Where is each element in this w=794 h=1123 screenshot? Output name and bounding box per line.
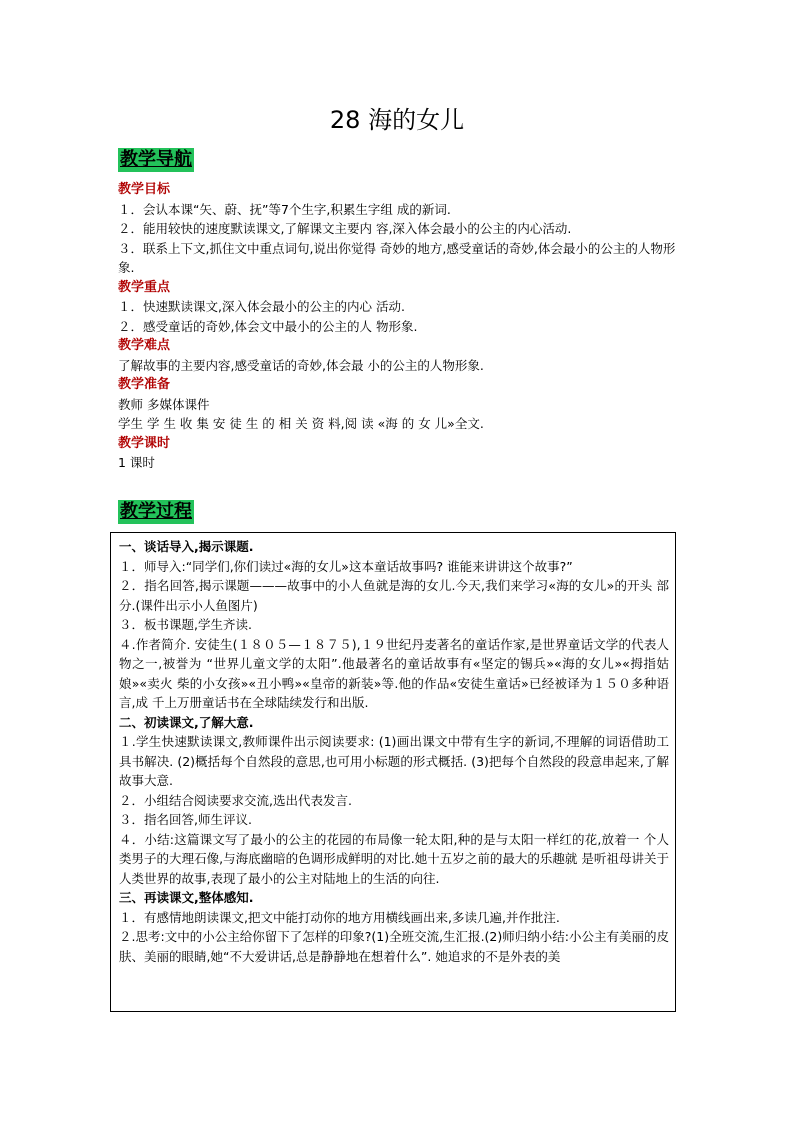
part2-item: １.学生快速默读课文,教师课件出示阅读要求: (1)画出课文中带有生字的新词,不理解的词语借助工具书解决. (2)概括每个自然段的意思,也可用小标题的形式概括. (3)把每个自然段的段意串起来,了解故事大意. bbox=[119, 734, 669, 788]
part1-item: ４.作者简介. 安徒生(１８０５—１８７５),１９世纪丹麦著名的童话作家,是世界童话文学的代表人物之一,被誉为 “世界儿童文学的太阳”.他最著名的童话故事有«坚定的锡兵»«海的女儿»«拇指姑娘»«卖火 柴的小女孩»«丑小鸭»«皇帝的新装»等.他的作品«安徒生童话»已经被译为１５０多种语言,成 千上万册童话书在全球陆续发行和出版. bbox=[119, 636, 669, 710]
part2-item: ２．小组结合阅读要求交流,选出代表发言. bbox=[119, 792, 352, 808]
part1-item: ３．板书课题,学生齐读. bbox=[119, 617, 252, 632]
goal-item: ３．联系上下文,抓住文中重点词句,说出你觉得 奇妙的地方,感受童话的奇妙,体会最小的公主的人物形象. bbox=[118, 240, 676, 275]
page-title: 28 海的女儿 bbox=[329, 106, 465, 134]
part1-item: ２．指名回答,揭示课题———故事中的小人鱼就是海的女儿.今天,我们来学习«海的女儿»的开头 部分.(课件出示小人鱼图片) bbox=[119, 578, 669, 613]
difficulty-heading: 教学难点 bbox=[118, 338, 171, 353]
part1-heading: 一、谈话导入,揭示课题. bbox=[119, 539, 254, 554]
section-heading-guide: 教学导航 bbox=[120, 149, 192, 170]
part3-heading: 三、再读课文,整体感知. bbox=[119, 890, 254, 905]
part2-item: ３．指名回答,师生评议. bbox=[119, 812, 252, 827]
goals-heading: 教学目标 bbox=[118, 182, 171, 197]
key-item: １．快速默读课文,深入体会最小的公主的内心 活动. bbox=[118, 299, 405, 314]
part3-item: ２.思考:文中的小公主给你留下了怎样的印象?(1)全班交流,生汇报.(2)师归纳小结:小公主有美丽的皮肤、美丽的眼睛,她“不大爱讲话,总是静静地在想着什么”. 她追求的不是外表的美 bbox=[119, 929, 669, 964]
part2-heading: 二、初读课文,了解大意. bbox=[119, 714, 254, 730]
difficulty-text: 了解故事的主要内容,感受童话的奇妙,体会最 小的公主的人物形象. bbox=[118, 357, 484, 373]
hours-text: 1 课时 bbox=[118, 455, 155, 470]
part3-item: １．有感情地朗读课文,把文中能打动你的地方用横线画出来,多读几遍,并作批注. bbox=[119, 909, 560, 925]
section-heading-process: 教学过程 bbox=[120, 501, 192, 522]
part1-item: １．师导入:“同学们,你们读过«海的女儿»这本童话故事吗? 谁能来讲讲这个故事?” bbox=[119, 558, 573, 574]
goal-item: ２．能用较快的速度默读课文,了解课文主要内 容,深入体会最小的公主的内心活动. bbox=[118, 221, 572, 236]
prep-heading: 教学准备 bbox=[118, 377, 171, 392]
process-box bbox=[110, 532, 676, 1012]
key-item: ２．感受童话的奇妙,体会文中最小的公主的人 物形象. bbox=[118, 318, 418, 334]
hours-heading: 教学课时 bbox=[118, 435, 171, 451]
part2-item: ４．小结:这篇课文写了最小的公主的花园的布局像一轮太阳,种的是与太阳一样红的花,放着一 个人类男子的大理石像,与海底幽暗的色调形成鲜明的对比.她十五岁之前的最大的乐趣就 是听祖母讲关于人类世界的故事,表现了最小的公主对陆地上的生活的向往. bbox=[119, 831, 669, 886]
key-heading: 教学重点 bbox=[118, 279, 171, 295]
prep-teacher: 教师 多媒体课件 bbox=[118, 396, 210, 412]
guide-section bbox=[118, 180, 678, 473]
goal-item: １．会认本课“矢、蔚、抚”等7个生字,积累生字组 成的新词. bbox=[118, 201, 451, 217]
prep-student: 学生 学 生 收 集 安 徒 生 的 相 关 资 料,阅 读 «海 的 女 儿»全文. bbox=[118, 416, 484, 431]
